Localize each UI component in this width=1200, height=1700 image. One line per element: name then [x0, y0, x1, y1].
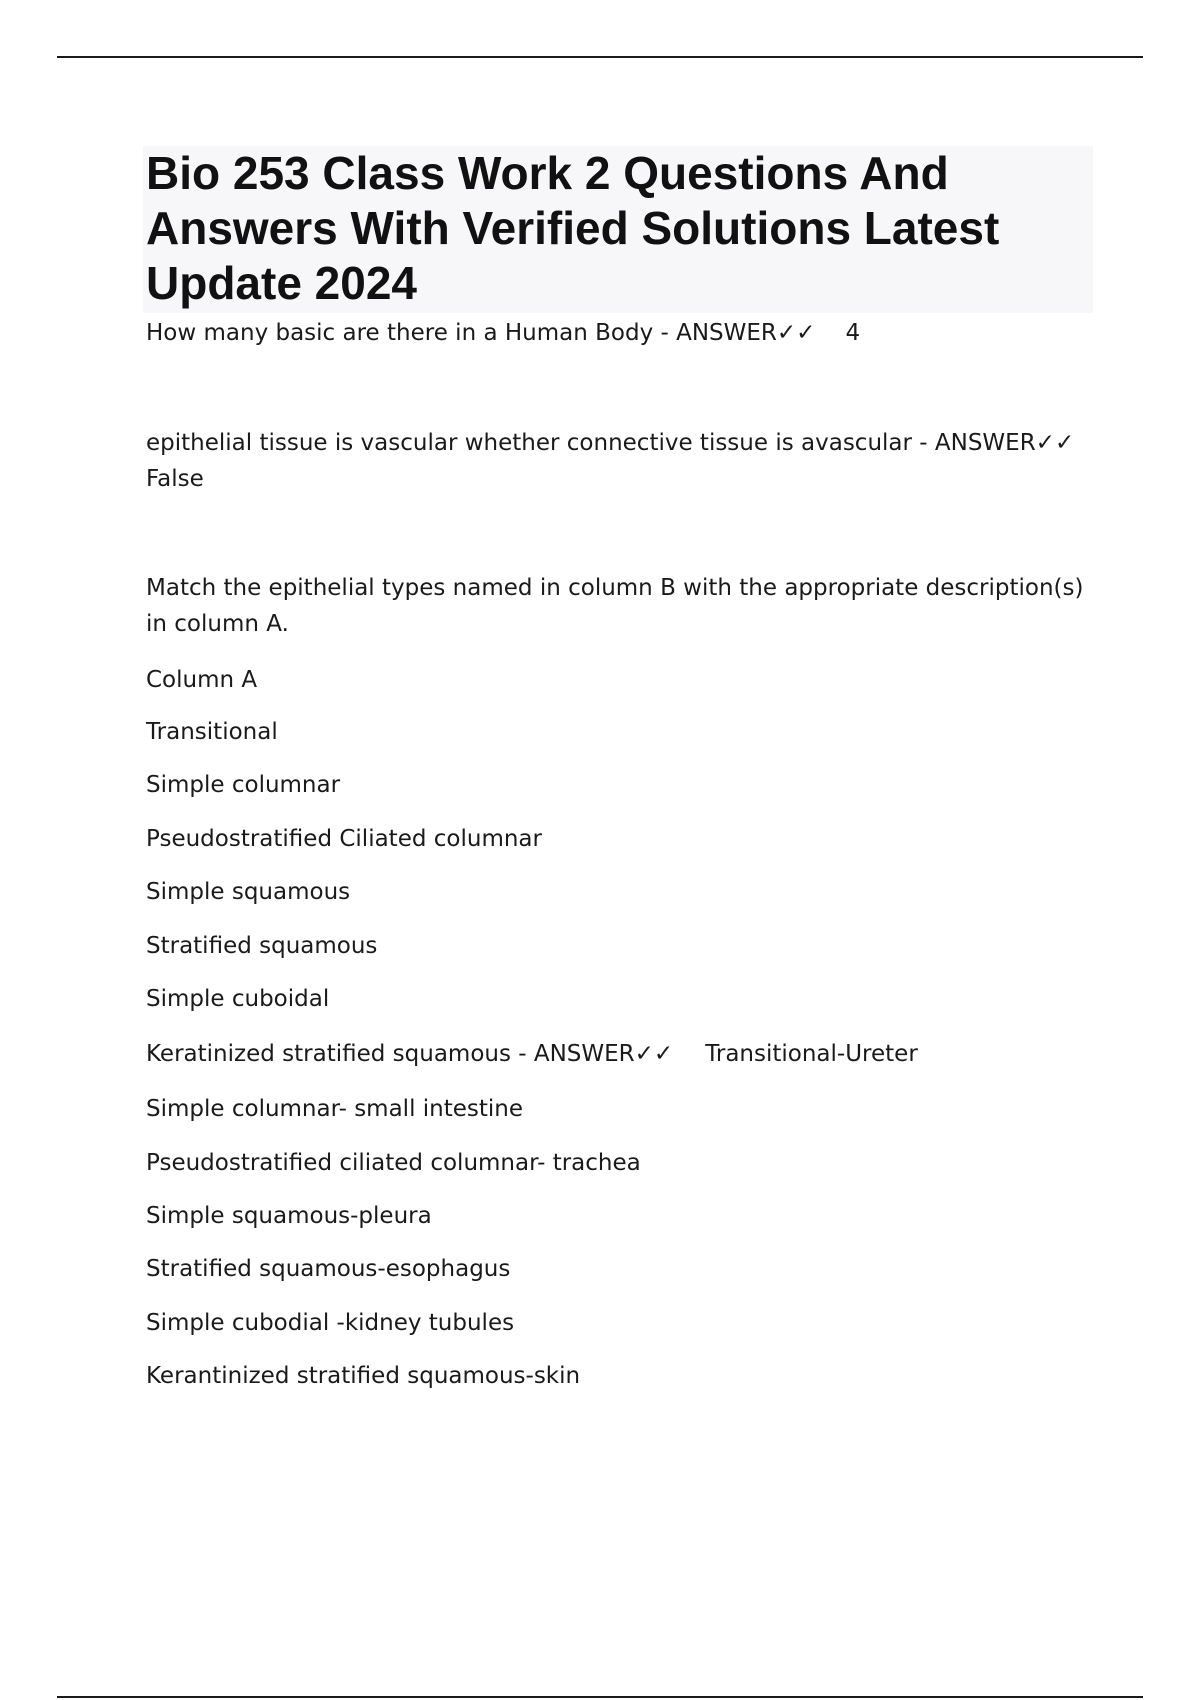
question-1-text: How many basic are there in a Human Body - ANSWER✓✓ [146, 320, 816, 346]
question-2-text: epithelial tissue is vascular whether connective tissue is avascular - ANSWER✓✓ [146, 430, 1075, 456]
list-item: Simple cuboidal [146, 986, 330, 1012]
list-item: Transitional [146, 719, 278, 745]
document-title: Bio 253 Class Work 2 Questions And Answers With Verified Solutions Latest Update 2024 [146, 147, 1000, 309]
answer-item: Transitional-Ureter [705, 1041, 918, 1067]
list-item: Stratified squamous [146, 933, 378, 959]
answer-item: Simple squamous-pleura [146, 1203, 432, 1229]
question-3-answer-line [146, 1036, 918, 1072]
answer-item: Kerantinized stratified squamous-skin [146, 1363, 581, 1389]
answer-item: Simple cubodial -kidney tubules [146, 1310, 515, 1336]
list-item: Keratinized stratified squamous - ANSWER✓✓ [146, 1041, 674, 1067]
list-item: Simple squamous [146, 879, 351, 905]
question-1-answer: 4 [845, 320, 861, 346]
column-a-heading: Column A [146, 667, 258, 693]
question-2 [146, 425, 1086, 497]
answer-item: Pseudostratified ciliated columnar- trachea [146, 1150, 641, 1176]
list-item: Simple columnar [146, 772, 341, 798]
answer-item: Stratified squamous-esophagus [146, 1256, 511, 1282]
question-3-prompt: Match the epithelial types named in column B with the appropriate description(s) in column A. [146, 575, 1084, 637]
answer-item: Simple columnar- small intestine [146, 1096, 524, 1122]
question-2-answer: False [146, 466, 204, 492]
bottom-divider [57, 1696, 1143, 1698]
top-divider [57, 56, 1143, 58]
list-item: Pseudostratified Ciliated columnar [146, 826, 542, 852]
question-1 [146, 315, 860, 351]
